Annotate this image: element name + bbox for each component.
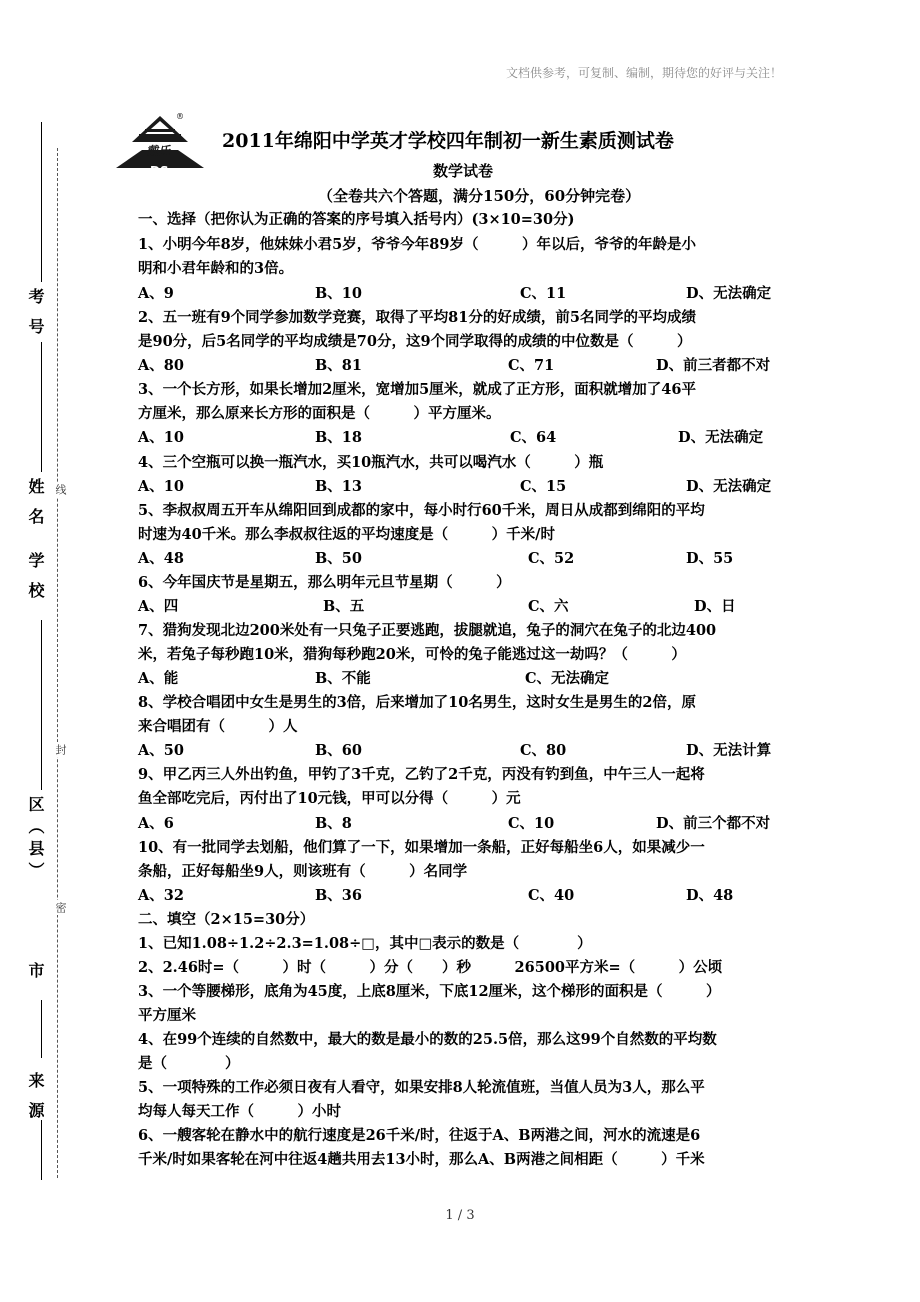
q2-option-b: B、81 — [315, 357, 362, 374]
fill-q3-line2: 平方厘米 — [138, 1007, 196, 1024]
label-name: 姓名 — [26, 478, 45, 538]
q2-option-a: A、80 — [138, 357, 184, 374]
section2-heading: 二、填空（2×15=30分） — [138, 911, 315, 928]
q6-option-c: C、六 — [528, 598, 569, 615]
q9-option-b: B、8 — [315, 815, 352, 832]
q2-option-c: C、71 — [508, 357, 555, 374]
q1-line1: 1、小明今年8岁，他妹妹小君5岁，爷爷今年89岁（ ）年以后，爷爷的年龄是小 — [138, 236, 696, 253]
q8-option-b: B、60 — [315, 742, 362, 759]
q9-line2: 鱼全部吃完后，丙付出了10元钱，甲可以分得（ ）元 — [138, 790, 521, 807]
q8-option-a: A、50 — [138, 742, 184, 759]
q9-option-c: C、10 — [508, 815, 555, 832]
q8-line2: 来合唱团有（ ）人 — [138, 718, 298, 735]
label-source: 来源 — [26, 1072, 45, 1132]
q7-option-a: A、能 — [138, 670, 179, 687]
q4-option-a: A、10 — [138, 478, 184, 495]
label-city: 市 — [26, 962, 45, 992]
q2-line1: 2、五一班有9个同学参加数学竞赛，取得了平均81分的好成绩，前5名同学的平均成绩 — [138, 309, 696, 326]
q6-option-a: A、四 — [138, 598, 179, 615]
q9-line1: 9、甲乙丙三人外出钓鱼，甲钓了3千克，乙钓了2千克，丙没有钓到鱼，中午三人一起将 — [138, 766, 705, 783]
seal-mark-secret: 密 — [54, 902, 67, 913]
q4-line1: 4、三个空瓶可以换一瓶汽水，买10瓶汽水，共可以喝汽水（ ）瓶 — [138, 454, 604, 471]
q10-option-a: A、32 — [138, 887, 184, 904]
registered-mark: ® — [176, 112, 184, 121]
fill-q1: 1、已知1.08÷1.2÷2.3=1.08÷□，其中□表示的数是（ ） — [138, 935, 592, 952]
watermark: 文档供参考，可复制、编制，期待您的好评与关注！ — [505, 66, 782, 80]
field-rule-xingming — [41, 342, 42, 472]
label-school: 学校 — [26, 552, 45, 612]
q3-option-a: A、10 — [138, 429, 184, 446]
logo-letters: DS — [150, 164, 169, 178]
q4-option-b: B、13 — [315, 478, 362, 495]
q6-option-d: D、日 — [694, 598, 736, 615]
q7-line1: 7、猎狗发现北边200米处有一只兔子正要逃跑，拔腿就追，兔子的洞穴在兔子的北边400 — [138, 622, 717, 639]
q2-line2: 是90分，后5名同学的平均成绩是70分，这9个同学取得的成绩的中位数是（ ） — [138, 333, 692, 350]
field-rule-kaohao — [41, 122, 42, 282]
seal-dashed-line — [57, 148, 58, 1178]
q7-line2: 米，若兔子每秒跑10米，猎狗每秒跑20米，可怜的兔子能逃过这一劫吗？（ ） — [138, 646, 686, 663]
fill-q4-line1: 4、在99个连续的自然数中，最大的数是最小的数的25.5倍，那么这99个自然数的平均数 — [138, 1031, 717, 1048]
q10-option-b: B、36 — [315, 887, 362, 904]
q6-option-b: B、五 — [323, 598, 365, 615]
q1-line2: 明和小君年龄和的3倍。 — [138, 260, 294, 277]
subject-title: 数学试卷 — [433, 162, 494, 180]
fill-q2: 2、2.46时=（ ）时（ ）分（ ）秒 26500平方米=（ ）公顷 — [138, 959, 723, 976]
q6-line1: 6、今年国庆节是星期五，那么明年元旦节星期（ ） — [138, 574, 511, 591]
fill-q6-line2: 千米/时如果客轮在河中往返4趟共用去13小时，那么A、B两港之间相距（ ）千米 — [138, 1151, 705, 1168]
q4-option-d: D、无法确定 — [686, 478, 772, 495]
fill-q6-line1: 6、一艘客轮在静水中的航行速度是26千米/时，往返于A、B两港之间，河水的流速是6 — [138, 1127, 701, 1144]
fill-q5-line2: 均每人每天工作（ ）小时 — [138, 1103, 341, 1120]
page-number: 1 / 3 — [445, 1208, 475, 1223]
q1-option-c: C、11 — [520, 285, 567, 302]
q9-option-a: A、6 — [138, 815, 174, 832]
field-rule-district — [41, 620, 42, 790]
seal-mark-line: 线 — [54, 484, 67, 495]
fill-q5-line1: 5、一项特殊的工作必须日夜有人看守，如果安排8人轮流值班，当值人员为3人，那么平 — [138, 1079, 705, 1096]
q9-option-d: D、前三个都不对 — [656, 815, 771, 832]
q7-option-b: B、不能 — [315, 670, 371, 687]
q10-line2: 条船，正好每船坐9人，则该班有（ ）名同学 — [138, 863, 468, 880]
q1-option-a: A、9 — [138, 285, 174, 302]
q8-line1: 8、学校合唱团中女生是男生的3倍，后来增加了10名男生，这时女生是男生的2倍，原 — [138, 694, 696, 711]
q5-option-a: A、48 — [138, 550, 184, 567]
label-exam-number: 考号 — [26, 288, 45, 348]
q5-option-b: B、50 — [315, 550, 362, 567]
q4-option-c: C、15 — [520, 478, 567, 495]
q10-option-d: D、48 — [686, 887, 734, 904]
exam-title: 2011年绵阳中学英才学校四年制初一新生素质测试卷 — [222, 130, 674, 152]
q3-option-d: D、无法确定 — [678, 429, 764, 446]
fill-q3-line1: 3、一个等腰梯形，底角为45度，上底8厘米，下底12厘米，这个梯形的面积是（ ） — [138, 983, 721, 1000]
q5-line2: 时速为40千米。那么李叔叔往返的平均速度是（ ）千米/时 — [138, 526, 555, 543]
ds-logo — [112, 112, 208, 182]
q5-option-d: D、55 — [686, 550, 734, 567]
score-note: （全卷共六个答题，满分150分，60分钟完卷） — [318, 187, 641, 205]
q7-option-c: C、无法确定 — [525, 670, 610, 687]
q8-option-c: C、80 — [520, 742, 567, 759]
fill-q4-line2: 是（ ） — [138, 1055, 240, 1072]
q3-option-c: C、64 — [510, 429, 557, 446]
q1-option-d: D、无法确定 — [686, 285, 772, 302]
q3-line1: 3、一个长方形，如果长增加2厘米，宽增加5厘米，就成了正方形，面积就增加了46平 — [138, 381, 696, 398]
q8-option-d: D、无法计算 — [686, 742, 772, 759]
q2-option-d: D、前三者都不对 — [656, 357, 771, 374]
q5-option-c: C、52 — [528, 550, 575, 567]
q3-option-b: B、18 — [315, 429, 362, 446]
logo-text: 戴氏 — [146, 144, 171, 158]
q10-line1: 10、有一批同学去划船，他们算了一下，如果增加一条船，正好每船坐6人，如果减少一 — [138, 839, 705, 856]
label-district: 区（县） — [26, 796, 45, 884]
q5-line1: 5、李叔叔周五开车从绵阳回到成都的家中，每小时行60千米，周日从成都到绵阳的平均 — [138, 502, 705, 519]
seal-mark-seal: 封 — [54, 744, 67, 755]
q3-line2: 方厘米，那么原来长方形的面积是（ ）平方厘米。 — [138, 405, 501, 422]
section1-heading: 一、选择（把你认为正确的答案的序号填入括号内）(3×10=30分) — [138, 211, 575, 228]
field-rule-city — [41, 1000, 42, 1058]
q10-option-c: C、40 — [528, 887, 575, 904]
q1-option-b: B、10 — [315, 285, 362, 302]
